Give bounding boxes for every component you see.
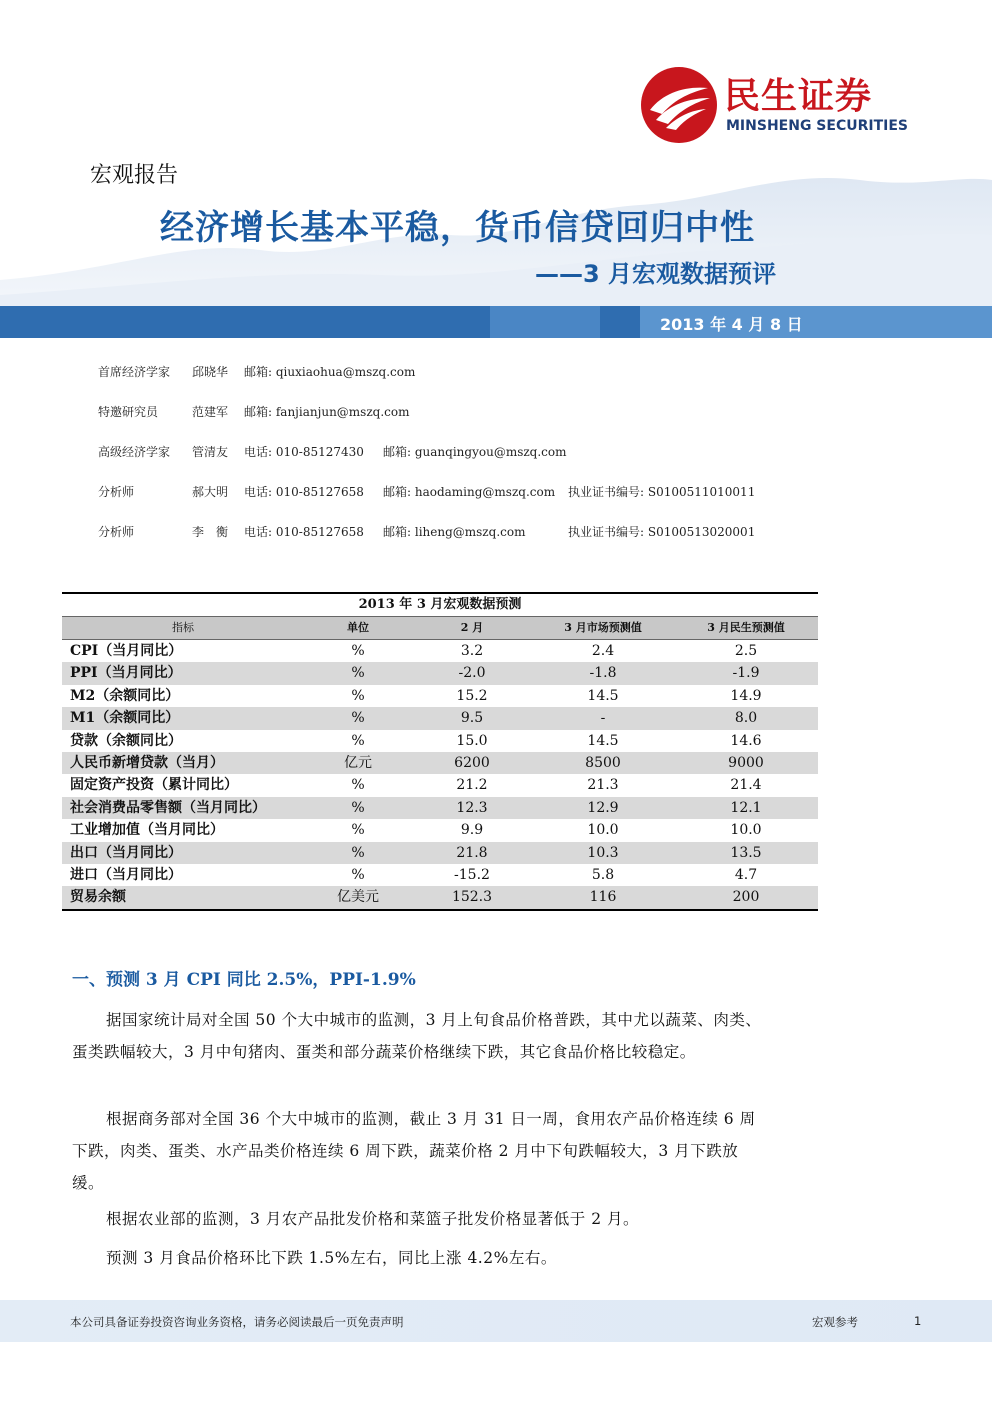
table-body	[62, 640, 818, 909]
indicator-cell: 出口（当月同比）	[70, 844, 182, 861]
indicator-cell: PPI（当月同比）	[70, 665, 182, 682]
author-phone: 电话: 010-85127430	[244, 445, 364, 459]
table-row	[62, 685, 818, 707]
value-cell: 15.2	[456, 687, 488, 704]
value-cell: 200	[732, 889, 760, 906]
value-cell: 14.5	[587, 687, 619, 704]
author-role: 分析师	[98, 525, 135, 539]
section-title: 一、预测 3 月 CPI 同比 2.5%，PPI-1.9%	[72, 970, 416, 990]
footer-disclaimer: 本公司具备证券投资咨询业务资格，请务必阅读最后一页免责声明	[70, 1315, 404, 1329]
indicator-cell: 进口（当月同比）	[70, 866, 182, 883]
author-email: 邮箱: haodaming@mszq.com	[383, 485, 556, 499]
value-cell: -1.8	[589, 665, 617, 682]
value-cell: 21.2	[456, 777, 488, 794]
paragraph: 根据农业部的监测，3 月农产品批发价格和菜篮子批发价格显著低于 2 月。	[106, 1210, 640, 1228]
author-email: 邮箱: qiuxiaohua@mszq.com	[244, 365, 416, 379]
report-category: 宏观报告	[90, 163, 179, 188]
value-cell: %	[351, 665, 365, 682]
table-header-cell: 3 月民生预测值	[707, 621, 785, 634]
author-name: 郝大明	[192, 485, 229, 499]
value-cell: 9.9	[460, 822, 484, 839]
author-name: 管清友	[192, 445, 229, 459]
table-header-cell: 单位	[347, 621, 369, 634]
value-cell: 116	[589, 889, 617, 906]
value-cell: 13.5	[730, 844, 762, 861]
indicator-cell: 固定资产投资（累计同比）	[70, 777, 238, 794]
logo-chinese-name: 民生证券	[724, 76, 873, 117]
table-header-cell: 2 月	[460, 621, 484, 634]
value-cell: 9000	[728, 754, 764, 771]
author-phone: 电话: 010-85127658	[244, 485, 364, 499]
author-role: 首席经济学家	[98, 365, 171, 379]
value-cell: %	[351, 643, 365, 659]
value-cell: 21.3	[587, 777, 619, 794]
value-cell: %	[351, 687, 365, 704]
table-row	[62, 842, 818, 864]
author-role: 特邀研究员	[98, 405, 159, 419]
report-title: 经济增长基本平稳，货币信贷回归中性	[160, 208, 755, 248]
forecast-table	[62, 592, 818, 911]
indicator-cell: M2（余额同比）	[70, 687, 180, 704]
author-email: 邮箱: liheng@mszq.com	[383, 525, 526, 539]
value-cell: 亿元	[344, 754, 372, 771]
table-row	[62, 819, 818, 841]
table-row	[62, 774, 818, 796]
table-header-row	[62, 617, 818, 640]
table-header-cell: 3 月市场预测值	[564, 621, 642, 634]
indicator-cell: 社会消费品零售额（当月同比）	[70, 799, 266, 816]
value-cell: -1.9	[732, 665, 760, 682]
value-cell: 12.3	[456, 799, 488, 816]
value-cell: %	[351, 799, 365, 816]
author-name: 李 衡	[192, 525, 229, 539]
table-header-cell: 指标	[172, 621, 194, 634]
table-row	[62, 640, 818, 662]
value-cell: 10.3	[587, 844, 619, 861]
value-cell: 21.8	[456, 844, 488, 861]
value-cell: 5.8	[591, 866, 615, 883]
indicator-cell: M1（余额同比）	[70, 710, 180, 727]
value-cell: 2.4	[591, 643, 615, 659]
author-role: 高级经济学家	[98, 445, 171, 459]
author-name: 邱晓华	[192, 365, 229, 379]
table-row	[62, 864, 818, 886]
table-row	[62, 730, 818, 752]
table-bottom-rule	[62, 909, 818, 911]
value-cell: 4.7	[734, 866, 758, 883]
value-cell: 亿美元	[337, 889, 379, 906]
paragraph: 预测 3 月食品价格环比下跌 1.5%左右，同比上涨 4.2%左右。	[106, 1249, 557, 1267]
indicator-cell: 人民币新增贷款（当月）	[70, 754, 224, 771]
value-cell: 10.0	[730, 822, 762, 839]
table-row	[62, 752, 818, 774]
value-cell: 21.4	[730, 777, 762, 794]
author-name: 范建军	[192, 405, 229, 419]
value-cell: -15.2	[454, 866, 490, 883]
author-role: 分析师	[98, 485, 135, 499]
value-cell: 10.0	[587, 822, 619, 839]
value-cell: 14.6	[730, 732, 762, 749]
paragraph: 根据商务部对全国 36 个大中城市的监测，截止 3 月 31 日一周，食用农产品价格连续 6 周下跌，肉类、蛋类、水产品类价格连续 6 周下跌，蔬菜价格 2 月中下旬跌幅较大，3 月下跌放缓。	[72, 1110, 756, 1192]
table-row	[62, 662, 818, 684]
table-caption: 2013 年 3 月宏观数据预测	[62, 594, 818, 617]
value-cell: %	[351, 866, 365, 883]
indicator-cell: 贷款（余额同比）	[70, 732, 182, 749]
value-cell: 14.9	[730, 687, 762, 704]
value-cell: -2.0	[458, 665, 486, 682]
report-date: 2013 年 4 月 8 日	[660, 315, 803, 334]
indicator-cell: 贸易余额	[70, 889, 126, 906]
minsheng-logo-icon	[640, 66, 718, 144]
value-cell: 8500	[585, 754, 621, 771]
footer-section: 宏观参考	[812, 1315, 858, 1329]
author-cert: 执业证书编号: S0100511010011	[568, 485, 756, 499]
value-cell: 8.0	[734, 710, 758, 727]
author-cert: 执业证书编号: S0100513020001	[568, 525, 756, 539]
page-number: 1	[914, 1314, 922, 1328]
date-bar-light-segment	[490, 306, 600, 338]
table-row	[62, 886, 818, 908]
value-cell: 2.5	[734, 643, 758, 659]
table-row	[62, 707, 818, 729]
value-cell: 15.0	[456, 732, 488, 749]
value-cell: 9.5	[460, 710, 484, 727]
author-email: 邮箱: guanqingyou@mszq.com	[383, 445, 567, 459]
value-cell: -	[600, 710, 606, 727]
value-cell: %	[351, 844, 365, 861]
value-cell: %	[351, 777, 365, 794]
value-cell: 12.1	[730, 799, 762, 816]
table-row	[62, 797, 818, 819]
value-cell: %	[351, 710, 365, 727]
report-subtitle: ——3 月宏观数据预评	[535, 260, 777, 288]
author-phone: 电话: 010-85127658	[244, 525, 364, 539]
logo-english-name: MINSHENG SECURITIES	[726, 118, 908, 134]
indicator-cell: CPI（当月同比）	[70, 643, 183, 659]
paragraph: 据国家统计局对全国 50 个大中城市的监测，3 月上旬食品价格普跌，其中尤以蔬菜、肉类、蛋类跌幅较大，3 月中旬猪肉、蛋类和部分蔬菜价格继续下跌，其它食品价格比较稳定。	[72, 1011, 762, 1061]
author-email: 邮箱: fanjianjun@mszq.com	[244, 405, 410, 419]
value-cell: 14.5	[587, 732, 619, 749]
value-cell: 6200	[454, 754, 490, 771]
value-cell: %	[351, 732, 365, 749]
value-cell: 3.2	[460, 643, 484, 659]
value-cell: 152.3	[451, 889, 493, 906]
value-cell: 12.9	[587, 799, 619, 816]
indicator-cell: 工业增加值（当月同比）	[70, 822, 224, 839]
value-cell: %	[351, 822, 365, 839]
